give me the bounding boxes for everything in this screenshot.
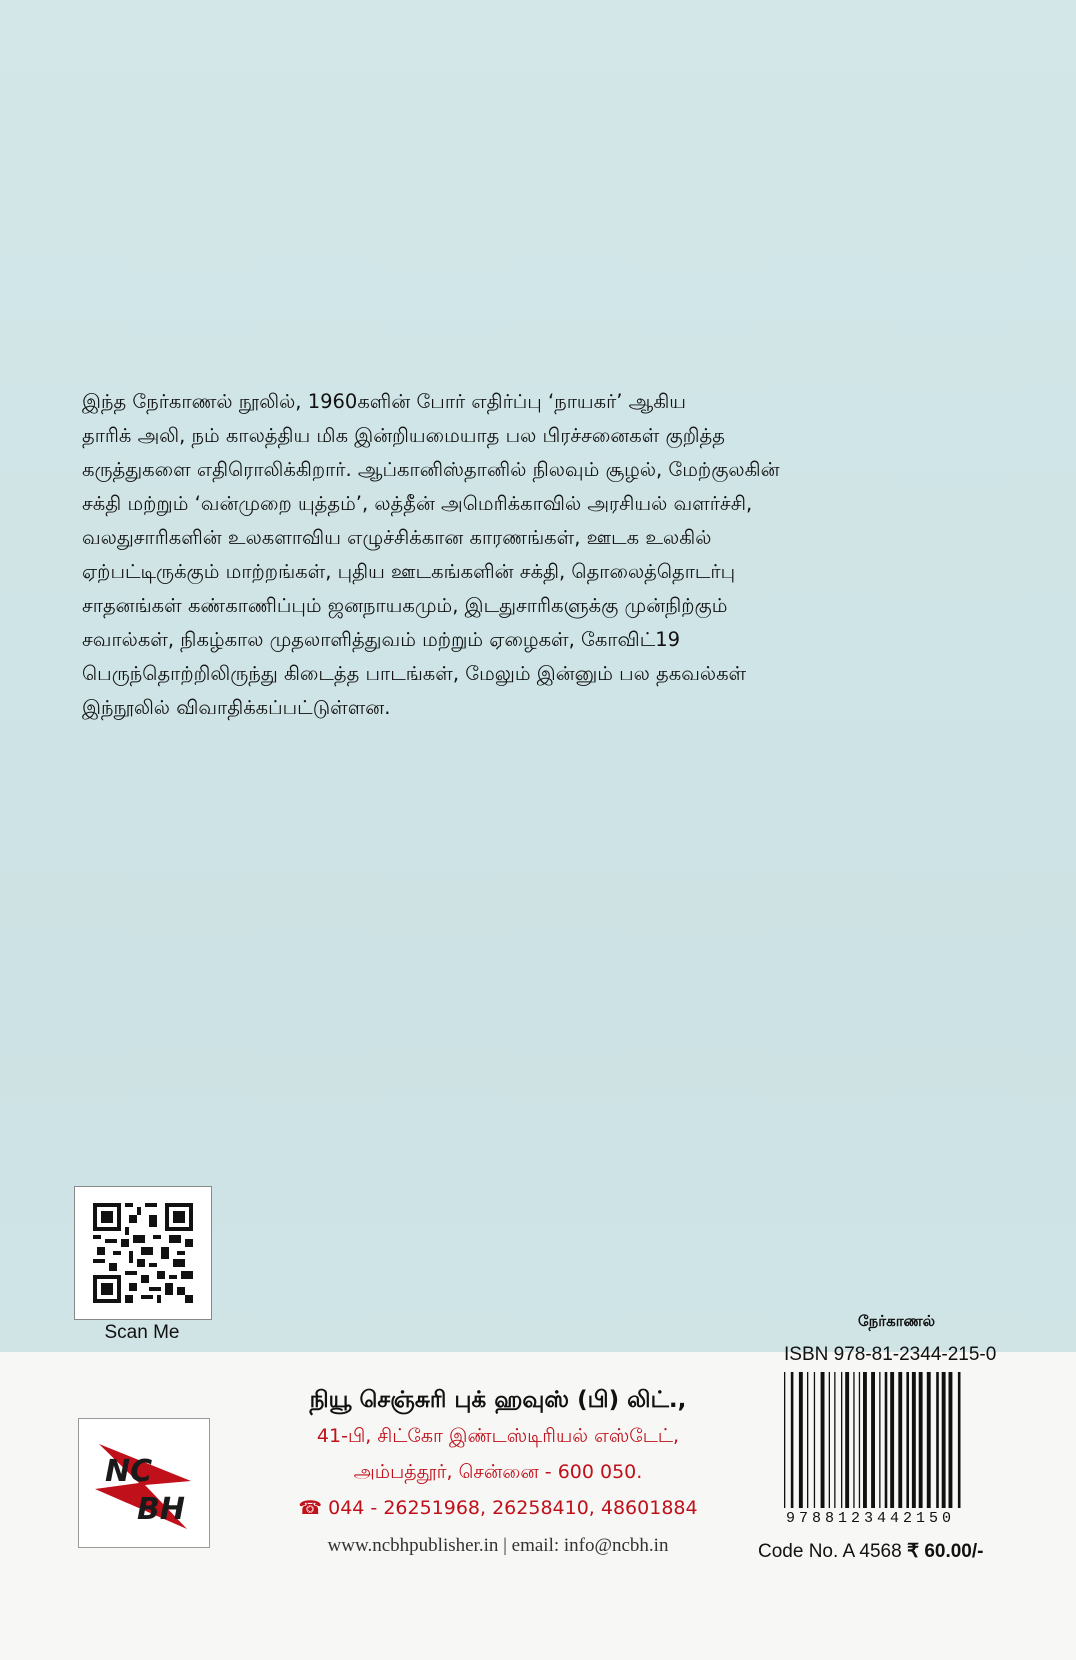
barcode-bar — [784, 1372, 785, 1508]
blurb-line: தாரிக் அலி, நம் காலத்திய மிக இன்றியமையாத பல பிரச்சனைகள் குறித்த — [82, 424, 725, 447]
qr-code[interactable] — [74, 1186, 212, 1320]
publisher-address-line2: அம்பத்தூர், சென்னை - 600 050. — [353, 1461, 643, 1483]
publisher-name: நியூ செஞ்சுரி புக் ஹவுஸ் (பி) லிட்., — [309, 1387, 687, 1413]
qr-code-icon — [93, 1203, 193, 1303]
barcode-bar — [814, 1372, 815, 1508]
blurb-line: ஏற்பட்டிருக்கும் மாற்றங்கள், புதிய ஊடகங்களின் சக்தி, தொலைத்தொடர்பு — [82, 560, 736, 583]
barcode-bar — [799, 1372, 803, 1508]
blurb-line: வலதுசாரிகளின் உலகளாவிய எழுச்சிக்கான காரணங்கள், ஊடக உலகில் — [82, 526, 712, 549]
publisher-web-email[interactable]: www.ncbhpublisher.in | email: info@ncbh.in — [327, 1535, 669, 1556]
barcode-bar — [912, 1372, 916, 1508]
barcode-bar — [949, 1372, 953, 1508]
blurb-line: இந்நூலில் விவாதிக்கப்பட்டுள்ளன. — [82, 696, 391, 719]
barcode-bar — [898, 1372, 902, 1508]
blurb-text — [82, 385, 980, 725]
blurb-line: பெருந்தொற்றிலிருந்து கிடைத்த பாடங்கள், மேலும் இன்னும் பல தகவல்கள் — [82, 662, 747, 685]
barcode-icon — [780, 1370, 1010, 1510]
publisher-phone: ☎ 044 - 26251968, 26258410, 48601884 — [298, 1497, 698, 1519]
barcode-bar — [919, 1372, 923, 1508]
publisher-address-line1: 41-பி, சிட்கோ இண்டஸ்டிரியல் எஸ்டேட், — [316, 1425, 680, 1447]
blurb-line: சாதனங்கள் கண்காணிப்பும் ஜனநாயகமும், இடதுசாரிகளுக்கு முன்நிற்கும் — [82, 594, 728, 617]
barcode-bar — [859, 1372, 860, 1508]
barcode-bar — [942, 1372, 946, 1508]
barcode-bar — [841, 1372, 842, 1508]
barcode-bar — [807, 1372, 808, 1508]
code-price-line — [758, 1540, 983, 1563]
logo-text-bh: BH — [137, 1492, 185, 1527]
barcode-bar — [927, 1372, 931, 1508]
blurb-line: சக்தி மற்றும் ‘வன்முறை யுத்தம்’, லத்தீன் அமெரிக்காவில் அரசியல் வளர்ச்சி, — [82, 492, 753, 515]
scan-me-label: Scan Me — [104, 1322, 180, 1343]
barcode-bar — [791, 1372, 794, 1508]
barcode-bar — [845, 1372, 849, 1508]
barcode-bar — [906, 1372, 909, 1508]
isbn-label: ISBN 978-81-2344-215-0 — [784, 1344, 997, 1365]
barcode-digits: 9788123442150 — [786, 1510, 956, 1527]
blurb-line: சவால்கள், நிகழ்கால முதலாளித்துவம் மற்றும் ஏழைகள், கோவிட்19 — [82, 628, 681, 651]
publisher-logo — [78, 1418, 210, 1548]
barcode-bar — [821, 1372, 825, 1508]
ncbh-logo-icon — [79, 1419, 209, 1547]
barcode-bar — [871, 1372, 875, 1508]
barcode-bar — [853, 1372, 854, 1508]
blurb-line: கருத்துகளை எதிரொலிக்கிறார். ஆப்கானிஸ்தானில் நிலவும் சூழல், மேற்குலகின் — [82, 458, 780, 481]
barcode-bar — [885, 1372, 888, 1508]
genre-label: நேர்காணல் — [858, 1312, 936, 1330]
logo-text-nc: NC — [105, 1454, 153, 1489]
barcode-bar — [834, 1372, 835, 1508]
publisher-info — [238, 1382, 758, 1566]
barcode-bar — [863, 1372, 867, 1508]
barcode-bar — [879, 1372, 880, 1508]
barcode-bar — [936, 1372, 939, 1508]
blurb-line: இந்த நேர்காணல் நூலில், 1960களின் போர் எதிர்ப்பு ‘நாயகர்’ ஆகிய — [82, 390, 687, 413]
barcode-bar — [890, 1372, 894, 1508]
barcode — [780, 1370, 1010, 1510]
code-number: Code No. A 4568 — [758, 1541, 902, 1562]
barcode-bar — [829, 1372, 830, 1508]
price: ₹ 60.00/- — [906, 1541, 984, 1562]
barcode-bar — [958, 1372, 961, 1508]
